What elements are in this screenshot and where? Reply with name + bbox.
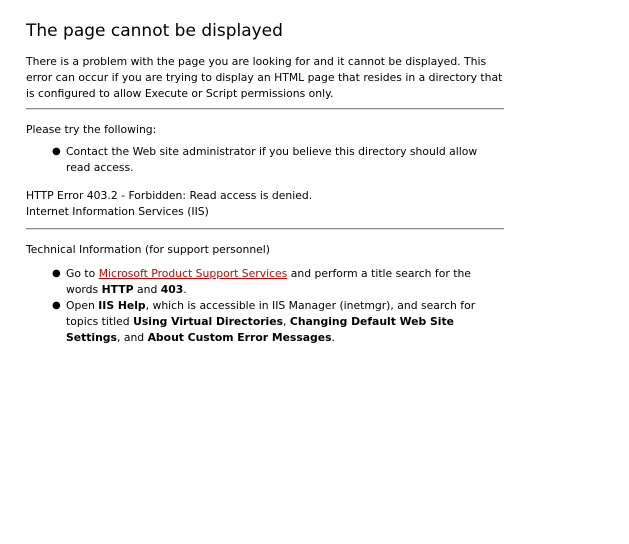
tech-item1-and: and <box>133 283 161 296</box>
list-item <box>52 298 504 346</box>
keyword-http: HTTP <box>101 283 134 296</box>
bullet-icon: ● <box>52 268 61 279</box>
divider-bottom <box>26 228 504 230</box>
tech-item2-mid: , which is accessible in IIS Manager (inetmgr), and search for topics titled <box>66 299 476 328</box>
tech-item2-sep: , <box>283 315 290 328</box>
keyword-403: 403 <box>160 283 184 296</box>
error-page <box>26 20 504 358</box>
error-code-text: HTTP Error 403.2 - Forbidden: Read access is denied. <box>26 189 313 202</box>
try-item-text: Contact the Web site administrator if you believe this directory should allow read access. <box>66 145 478 174</box>
tech-item2-prefix: Open <box>66 299 99 312</box>
tech-item1-mid: and perform a title search for the words <box>66 267 471 296</box>
list-item <box>52 266 504 298</box>
divider-top <box>26 108 504 110</box>
tech-item2-suffix: . <box>331 331 335 344</box>
topic-default-site-settings: Changing Default Web Site Settings <box>66 315 454 344</box>
tech-item1-suffix: . <box>183 283 187 296</box>
bullet-icon: ● <box>52 300 61 311</box>
tech-item1-prefix: Go to <box>66 267 99 280</box>
tech-heading: Technical Information (for support personnel) <box>26 243 271 256</box>
server-name-text: Internet Information Services (IIS) <box>26 205 209 218</box>
support-services-link[interactable]: Microsoft Product Support Services <box>98 267 288 280</box>
tech-item2-and: , and <box>116 331 148 344</box>
page-title: The page cannot be displayed <box>26 21 283 41</box>
iis-help-term: IIS Help <box>98 299 146 312</box>
intro-text: There is a problem with the page you are looking for and it cannot be displayed. This error can occur if you are trying to display an HTML page that resides in a directory that is configured to allow Execute or Script permissions only. <box>26 55 503 100</box>
try-list <box>26 144 504 176</box>
tech-list <box>26 266 504 346</box>
topic-custom-error-messages: About Custom Error Messages <box>147 331 332 344</box>
bullet-icon: ● <box>52 146 61 157</box>
topic-virtual-directories: Using Virtual Directories <box>133 315 284 328</box>
try-heading: Please try the following: <box>26 123 157 136</box>
list-item <box>52 144 504 176</box>
